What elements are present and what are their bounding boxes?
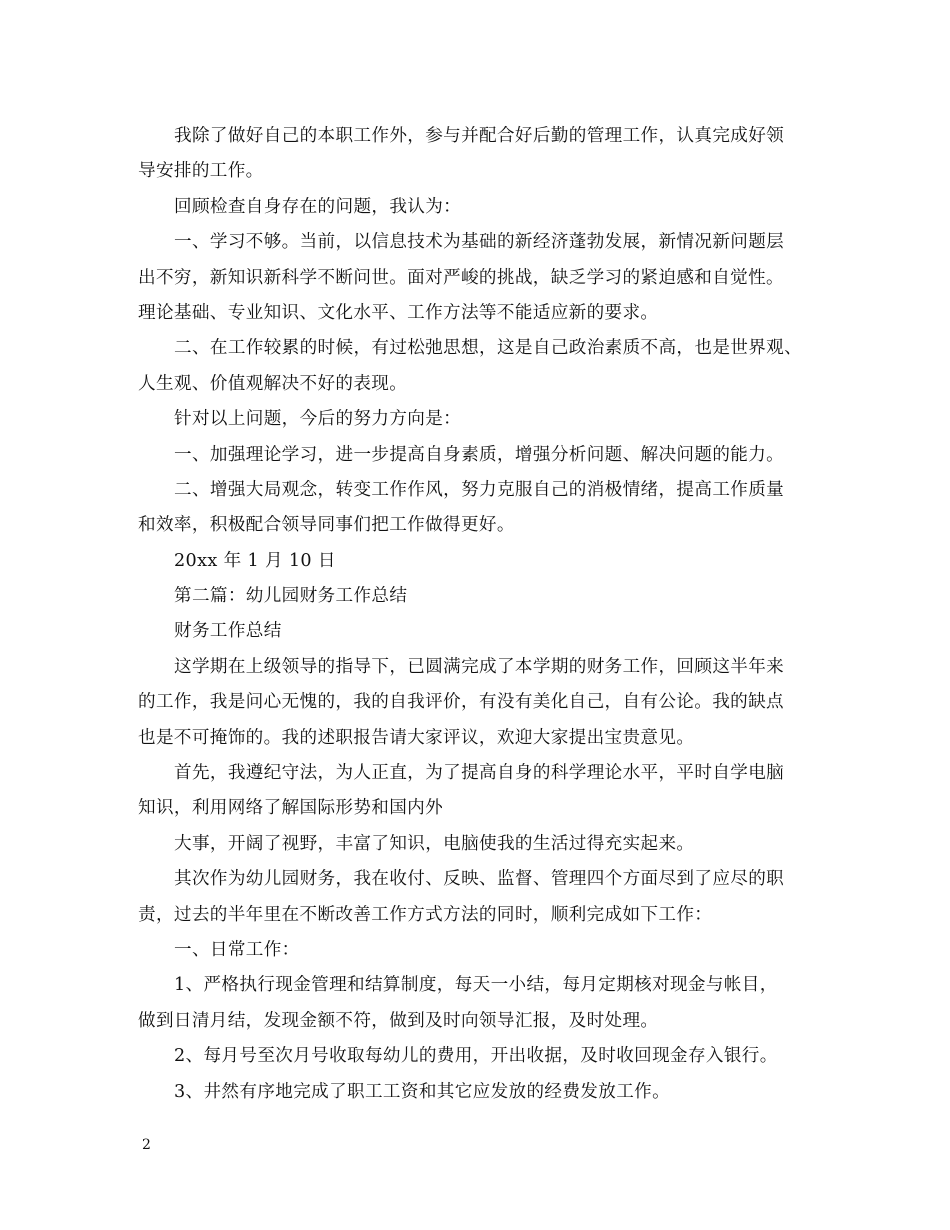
text-line: 的工作，我是问心无愧的，我的自我评价，有没有美化自己，自有公论。我的缺点: [138, 692, 784, 713]
list-item: 1、严格执行现金管理和结算制度，每天一小结，每月定期核对现金与帐目，: [174, 975, 778, 996]
text-line: 也是不可掩饰的。我的述职报告请大家评议，欢迎大家提出宝贵意见。: [138, 727, 695, 748]
text-line: 一、学习不够。当前，以信息技术为基础的新经济蓬勃发展，新情况新问题层: [174, 232, 785, 253]
text-line: 其次作为幼儿园财务，我在收付、反映、监督、管理四个方面尽到了应尽的职: [174, 869, 785, 890]
text-line: 导安排的工作。: [138, 161, 264, 182]
text-line: 这学期在上级领导的指导下，已圆满完成了本学期的财务工作，回顾这半年来: [174, 656, 785, 677]
section-subtitle: 财务工作总结: [174, 621, 282, 642]
text-line: 首先，我遵纪守法，为人正直，为了提高自身的科学理论水平，平时自学电脑: [174, 763, 785, 784]
text-line: 责，过去的半年里在不断改善工作方式方法的同时，顺利完成如下工作：: [138, 904, 713, 925]
text-line: 回顾检查自身存在的问题，我认为：: [174, 196, 462, 217]
text-line: 理论基础、专业知识、文化水平、工作方法等不能适应新的要求。: [138, 302, 659, 323]
body-text: [138, 119, 814, 1110]
page-number: 2: [142, 1137, 151, 1153]
section-title: 第二篇：幼儿园财务工作总结: [174, 586, 408, 607]
text-line: 二、在工作较累的时候，有过松弛思想，这是自己政治素质不高，也是世界观、: [174, 338, 803, 359]
text-line: 大事，开阔了视野，丰富了知识，电脑使我的生活过得充实起来。: [174, 833, 695, 854]
list-item: 3、井然有序地完成了职工工资和其它应发放的经费发放工作。: [174, 1081, 671, 1102]
date-line: 20xx 年 1 月 10 日: [174, 550, 336, 571]
text-line: 人生观、价值观解决不好的表现。: [138, 373, 408, 394]
list-item: 2、每月号至次月号收取每幼儿的费用，开出收据，及时收回现金存入银行。: [174, 1046, 778, 1067]
list-heading: 一、日常工作：: [174, 939, 300, 960]
text-line: 和效率，积极配合领导同事们把工作做得更好。: [138, 515, 515, 536]
text-line: 知识，利用网络了解国际形势和国内外: [138, 798, 444, 819]
text-line: 出不穷，新知识新科学不断问世。面对严峻的挑战，缺乏学习的紧迫感和自觉性。: [138, 267, 784, 288]
text-line: 我除了做好自己的本职工作外，参与并配合好后勤的管理工作，认真完成好领: [174, 126, 785, 146]
text-line: 二、增强大局观念，转变工作作风，努力克服自己的消极情绪，提高工作质量: [174, 479, 785, 500]
text-line: 做到日清月结，发现金额不符，做到及时向领导汇报，及时处理。: [138, 1010, 659, 1031]
text-line: 一、加强理论学习，进一步提高自身素质，增强分析问题、解决问题的能力。: [174, 444, 785, 465]
text-line: 针对以上问题，今后的努力方向是：: [174, 409, 462, 430]
